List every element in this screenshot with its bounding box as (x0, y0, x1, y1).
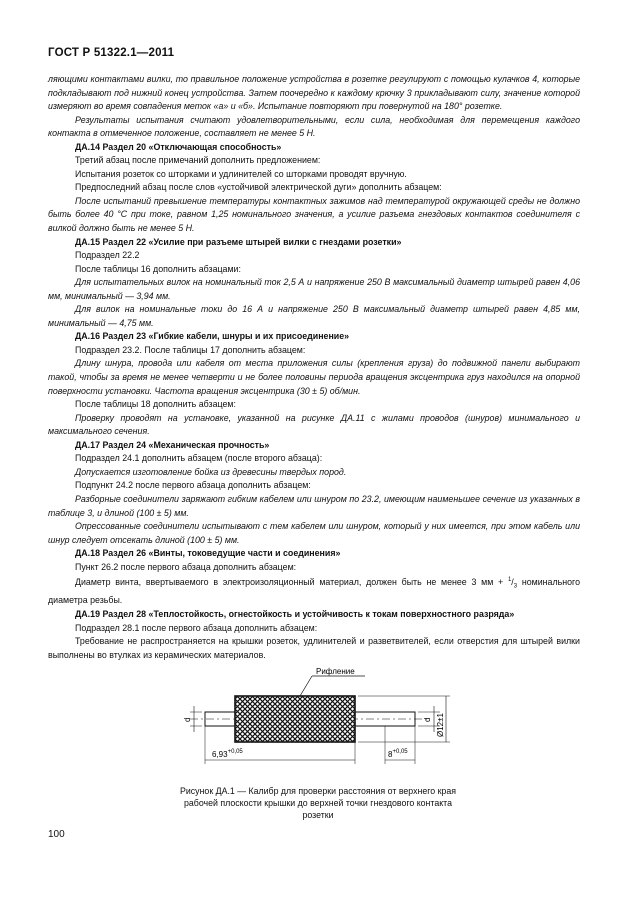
knurled-body (235, 696, 355, 742)
document-body (48, 73, 580, 662)
paragraph: Испытания розеток со шторками и удлинителей со шторками проводят вручную. (75, 168, 407, 179)
gauge-drawing (150, 664, 470, 774)
fraction-slash: / (511, 577, 514, 588)
paragraph: Предпоследний абзац после слов «устойчивой электрической дуги» дополнить абзацем: (75, 182, 442, 193)
paragraph: После таблицы 18 дополнить абзацем: (75, 399, 236, 410)
paragraph: Подраздел 23.2. После таблицы 17 дополнить абзацем: (75, 344, 306, 355)
text-run: Диаметр винта, ввертываемого в электроизоляционный материал, должен быть не менее 3 мм + (75, 577, 508, 588)
paragraph: После таблицы 16 дополнить абзацами: (75, 263, 241, 274)
paragraph: Подраздел 28.1 после первого абзаца дополнить абзацем: (75, 622, 318, 633)
paragraph: Для вилок на номинальные токи до 16 А и напряжение 250 В максимальный диаметр штырей равен 4,85 мм, минимальный — 4,75 мм. (48, 304, 580, 328)
paragraph: После испытаний превышение температуры контактных зажимов над температурой окружающей среды не должно быть более 40 °С при токе, равном 1,25 номинального значения, а усилие разъема гнездовых контактов соединителя с вилкой должно быть не менее 5 Н. (48, 195, 580, 234)
section-heading: ДА.19 Раздел 28 «Теплостойкость, огнестойкость и устойчивость к токам поверхностного разряда» (75, 609, 515, 620)
fraction-denominator: 3 (513, 583, 518, 590)
dim-d-left: d (183, 717, 192, 722)
section-heading: ДА.15 Раздел 22 «Усилие при разъеме штырей вилки с гнездами розетки» (75, 236, 402, 247)
paragraph: ляющими контактами вилки, то правильное положение устройства в розетке регулируют с помощью кулачков 4, которые подкладывают под нижний конец устройства. Затем поочередно к каждому крючку 3 прикладывают силу, значение которой измеряют во время совпадения меток «а» и «б». Испытание повторяют при повернутой на 180° розетке. (48, 74, 580, 112)
paragraph: Проверку проводят на установке, указанной на рисунке ДА.11 с жилами проводов (шнуров) минимального и максимального сечения. (48, 412, 580, 437)
dim-d-right: d (423, 717, 432, 722)
dim-length: $6,93^{+0,05}$ (212, 749, 243, 759)
paragraph: Подраздел 24.1 дополнить абзацем (после второго абзаца): (75, 453, 323, 464)
paragraph: Третий абзац после примечаний дополнить предложением: (75, 155, 321, 166)
paragraph: Разборные соединители заряжают гибким кабелем или шнуром по 23.2, имеющим наименьшее сечение из указанных в таблице 3, и длиной (100 ± 5) мм. (48, 493, 580, 518)
paragraph: Допускается изготовление бойка из древесины твердых пород. (75, 466, 347, 477)
dim-diameter: Ø12±1 (436, 713, 445, 737)
paragraph: Опрессованные соединители испытывают с тем кабелем или шнуром, который у них имеется, при этом кабель или шнур следует отсекать длиной (100 ± 5) мм. (48, 521, 580, 545)
figure-gauge (150, 664, 470, 779)
text-run: номинального диаметра резьбы. (48, 577, 580, 606)
knurl-label: Рифление (316, 667, 355, 676)
paragraph: Длину шнура, провода или кабеля от места приложения силы (крепления груза) до подвижной панели выбирают такой, чтобы за время не менее четверти и не более половины периода вращения эксцентрика груз находился на опорной поверхности установки. Частота вращения эксцентрика (30 ± 5) об/мин. (48, 358, 580, 396)
page-number: 100 (48, 829, 65, 840)
section-heading: ДА.18 Раздел 26 «Винты, токоведущие части и соединения» (75, 548, 341, 559)
section-heading: ДА.14 Раздел 20 «Отключающая способность» (75, 141, 282, 152)
paragraph: Для испытательных вилок на номинальный ток 2,5 А и напряжение 250 В максимальный диаметр штырей равен 4,06 мм, минимальный — 3,94 мм. (48, 277, 580, 301)
figure-caption: Рисунок ДА.1 — Калибр для проверки расстояния от верхнего края рабочей плоскости крышки до верхней точки гнездового контакта розетки (180, 786, 456, 821)
paragraph: Подпункт 24.2 после первого абзаца дополнить абзацем: (75, 480, 311, 491)
section-heading: ДА.16 Раздел 23 «Гибкие кабели, шнуры и их присоединение» (75, 331, 350, 342)
section-heading: ДА.17 Раздел 24 «Механическая прочность» (75, 439, 270, 450)
fraction-numerator: 1 (507, 577, 512, 584)
dim-gap: $8^{+0,05}$ (388, 749, 408, 759)
paragraph: Пункт 26.2 после первого абзаца дополнить абзацем: (75, 561, 297, 572)
paragraph: Результаты испытания считают удовлетворительными, если сила, необходимая для перемещения каждого контакта в отмеченное положение, составляет не менее 5 Н. (48, 114, 580, 139)
document-header: ГОСТ Р 51322.1—2011 (48, 47, 175, 59)
paragraph: Подраздел 22.2 (75, 250, 140, 261)
paragraph: Требование не распространяется на крышки розеток, удлинителей и разветвителей, если отверстия для штырей вилки выполнены во втулках из керамических материалов. (48, 636, 580, 660)
paragraph (48, 574, 580, 608)
